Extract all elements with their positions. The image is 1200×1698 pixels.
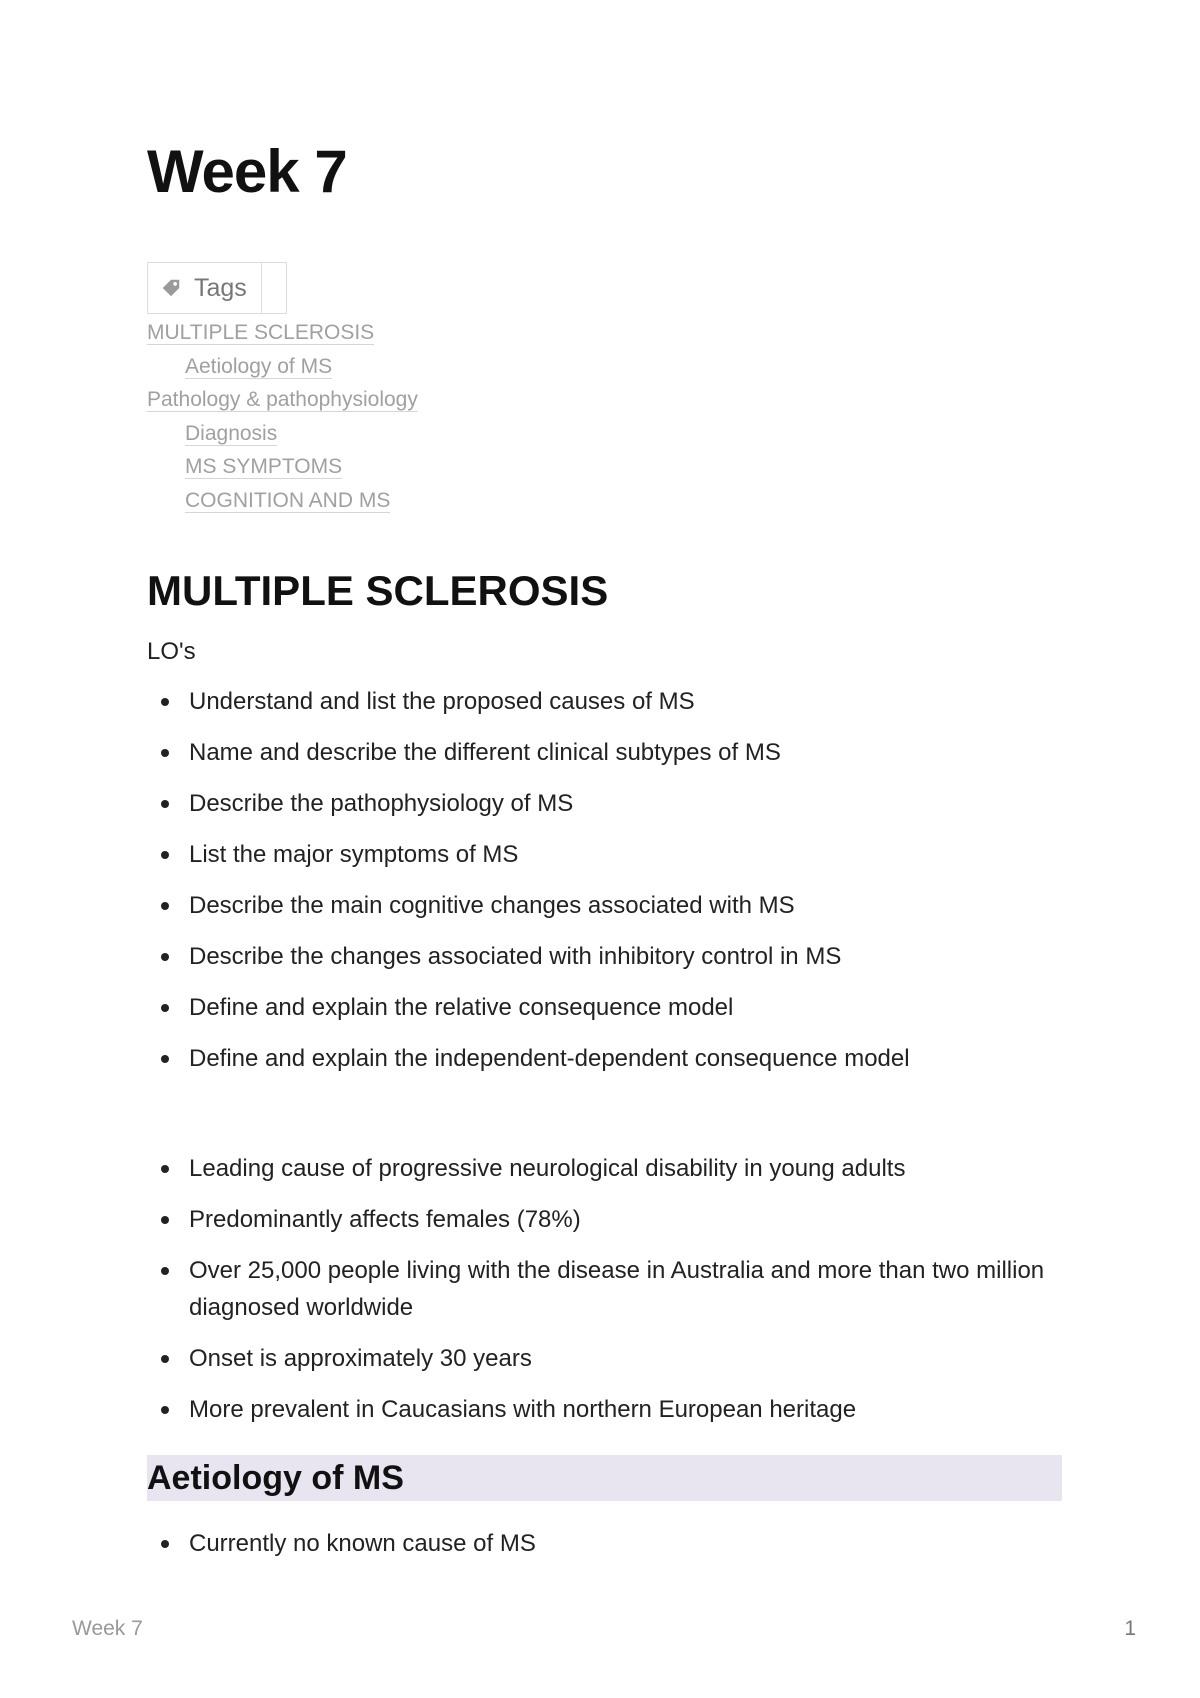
toc-item[interactable]	[147, 486, 418, 520]
toc-link[interactable]: MULTIPLE SCLEROSIS	[147, 321, 375, 344]
section-heading-aetiology: Aetiology of MS	[147, 1459, 404, 1497]
list-item: Describe the main cognitive changes associated with MS	[147, 887, 1057, 924]
toc-link[interactable]: MS SYMPTOMS	[185, 455, 343, 478]
section-heading-multiple-sclerosis: MULTIPLE SCLEROSIS	[147, 567, 609, 614]
footer-title: Week 7	[72, 1617, 143, 1640]
list-item: Define and explain the independent-dependent consequence model	[147, 1040, 1057, 1077]
list-item: Predominantly affects females (78%)	[147, 1201, 1057, 1238]
list-item: Define and explain the relative consequence model	[147, 989, 1057, 1026]
toc-link[interactable]: Pathology & pathophysiology	[147, 388, 418, 411]
tags-property[interactable]	[147, 262, 287, 314]
list-item: More prevalent in Caucasians with northern European heritage	[147, 1391, 1057, 1428]
tag-icon	[160, 277, 182, 299]
los-label: LO's	[147, 638, 196, 665]
toc-link[interactable]: Aetiology of MS	[185, 354, 333, 378]
toc-item[interactable]	[147, 318, 418, 352]
toc-link[interactable]: COGNITION AND MS	[185, 488, 391, 512]
list-item: Onset is approximately 30 years	[147, 1340, 1057, 1377]
table-of-contents	[147, 318, 418, 519]
list-item: Over 25,000 people living with the disease in Australia and more than two million diagnosed worldwide	[147, 1252, 1057, 1326]
list-item: Leading cause of progressive neurological disability in young adults	[147, 1150, 1057, 1187]
toc-link[interactable]: Diagnosis	[185, 421, 278, 445]
list-item: Describe the changes associated with inhibitory control in MS	[147, 938, 1057, 975]
tags-value-cell[interactable]	[262, 263, 286, 313]
toc-item[interactable]	[147, 419, 418, 453]
page-title: Week 7	[147, 138, 347, 205]
toc-item[interactable]	[147, 452, 418, 486]
facts-list	[147, 1150, 1057, 1442]
list-item: Understand and list the proposed causes of MS	[147, 683, 1057, 720]
list-item: List the major symptoms of MS	[147, 836, 1057, 873]
list-item: Currently no known cause of MS	[147, 1525, 1057, 1562]
aetiology-list	[147, 1525, 1057, 1576]
learning-objectives-list	[147, 683, 1057, 1091]
toc-item[interactable]	[147, 352, 418, 386]
toc-item[interactable]	[147, 385, 418, 419]
tags-property-name	[148, 263, 262, 313]
tags-label: Tags	[194, 273, 247, 302]
list-item: Describe the pathophysiology of MS	[147, 785, 1057, 822]
list-item: Name and describe the different clinical subtypes of MS	[147, 734, 1057, 771]
page-number: 1	[1124, 1617, 1136, 1640]
